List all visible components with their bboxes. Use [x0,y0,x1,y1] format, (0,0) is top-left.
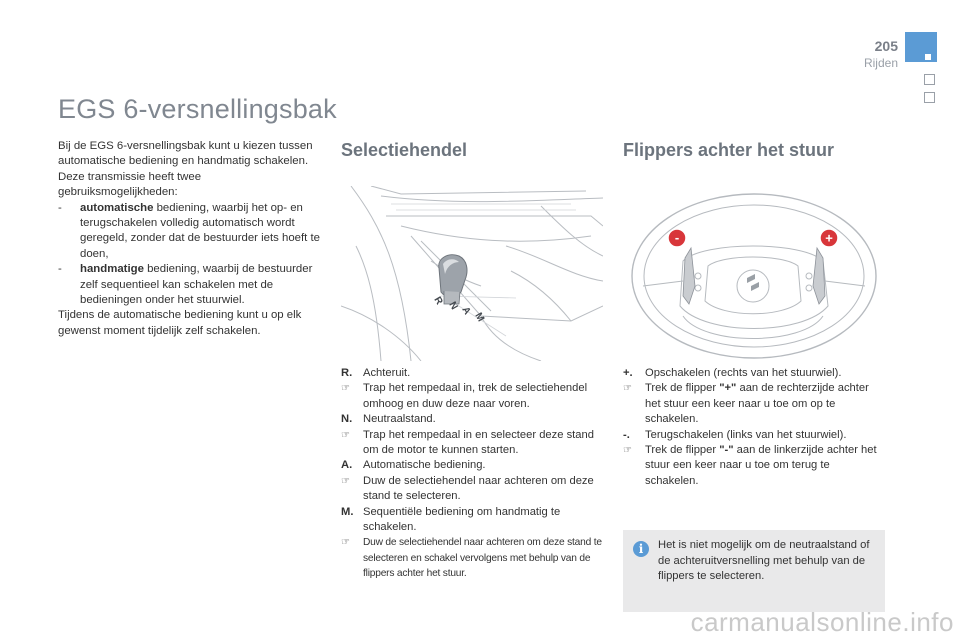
brand-logo-icon [747,274,759,291]
list-bullet: - [58,263,62,276]
hand-icon: ☞ [341,429,350,441]
minus-paddle-icon [668,229,686,247]
flippers-heading: Flippers achter het stuur [623,140,835,160]
mode-list-item [58,201,322,263]
gate-letter-n: N [446,300,460,312]
gate-letter-r: R [431,295,445,307]
selector-step-r [341,381,603,412]
mode-name: automatische [80,201,154,214]
item-text: Opschakelen (rechts van het stuurwiel). [645,367,842,379]
item-text: Duw de selectiehendel naar achteren om deze stand te selecteren en schakel vervolgens met behulp van de flippers achter het stuur. [363,537,602,580]
item-text: Trap het rempedaal in en selecteer deze stand om de motor te kunnen starten. [363,428,594,457]
page-title: EGS 6-versnellingsbak [58,94,337,124]
selector-step-a [341,474,603,505]
item-text: Trap het rempedaal in, trek de selectiehendel omhoog en duw deze naar voren. [363,382,588,410]
steering-wheel-illustration [623,186,885,361]
selector-step-m [341,535,603,581]
hand-icon: ☞ [623,383,632,395]
item-text: Trek de flipper "+" aan de rechterzijde achter het stuur een keer naar u toe om op te schakelen. [645,382,869,426]
selector-item-m [341,505,603,536]
intro-paragraph-3: Tijdens de automatische bediening kunt u op elk gewenst moment tijdelijk zelf schakelen. [58,309,302,337]
tab-box-2 [924,92,935,103]
gear-selector-drawing [341,186,603,361]
item-text: Neutraalstand. [363,413,436,426]
tab-dot [925,54,931,60]
left-paddle [683,248,695,304]
gate-letter-m: M [472,311,487,324]
flipper-item-plus [623,366,885,381]
watermark: carmanualsonline.info [690,607,954,637]
gear-selector-illustration [341,186,603,361]
flipper-step-plus [623,381,885,427]
hand-icon: ☞ [341,475,350,487]
mode-list-item [58,262,322,308]
item-key: A. [341,459,353,472]
mode-description: bediening, waarbij het op- en terugschakelen volledig automatisch wordt geregeld, zonder dat de bestuurder iets hoeft te doen, [80,201,320,260]
mode-name: handmatige [80,263,144,276]
selector-heading: Selectiehendel [341,140,468,160]
minus-symbol: - [674,230,680,245]
intro-text [58,139,322,339]
item-text: Sequentiële bediening om handmatig te schakelen. [363,505,561,534]
tab-box-1 [924,74,935,85]
plus-symbol: + [825,230,833,246]
selector-instructions [341,366,603,582]
intro-paragraph-1: Bij de EGS 6-versnellingsbak kunt u kiezen tussen automatische bediening en handmatig schakelen. [58,140,313,168]
hand-icon: ☞ [341,537,350,549]
item-key: -. [623,428,630,441]
item-text: Trek de flipper "-" aan de linkerzijde achter het stuur een keer naar u toe om terug te schakelen. [645,444,877,487]
flipper-step-minus [623,443,885,489]
item-key: M. [341,505,354,518]
item-key: N. [341,413,353,426]
flipper-item-minus [623,428,885,443]
selector-item-n [341,412,603,427]
info-icon: i [633,541,649,557]
item-text: Terugschakelen (links van het stuurwiel). [645,428,847,441]
steering-wheel-drawing [623,186,885,361]
selector-step-n [341,428,603,459]
item-key: +. [623,367,633,379]
intro-paragraph-2: Deze transmissie heeft twee gebruiksmogelijkheden: [58,170,202,199]
item-text: Achteruit. [363,367,411,379]
list-bullet: - [58,201,62,214]
section-tab-marker [905,32,937,62]
gate-letter-a: A [459,305,473,317]
item-text: Automatische bediening. [363,459,486,472]
page-number: 205 [874,38,898,54]
flipper-instructions [623,366,885,489]
info-note-text: Het is niet mogelijk om de neutraalstand of de achteruitversnelling met behulp van de flippers te selecteren. [658,539,870,583]
selector-item-a [341,458,603,473]
item-text: Duw de selectiehendel naar achteren om deze stand te selecteren. [363,474,594,503]
selector-item-r [341,366,603,381]
item-key: R. [341,367,353,379]
hand-icon: ☞ [341,383,350,395]
mode-description: bediening, waarbij de bestuurder zelf sequentieel kan schakelen met de bedieningen onder het stuurwiel. [80,263,313,307]
section-label: Rijden [863,56,898,70]
hand-icon: ☞ [623,445,632,457]
plus-paddle-icon [820,229,838,247]
right-paddle [813,248,825,304]
